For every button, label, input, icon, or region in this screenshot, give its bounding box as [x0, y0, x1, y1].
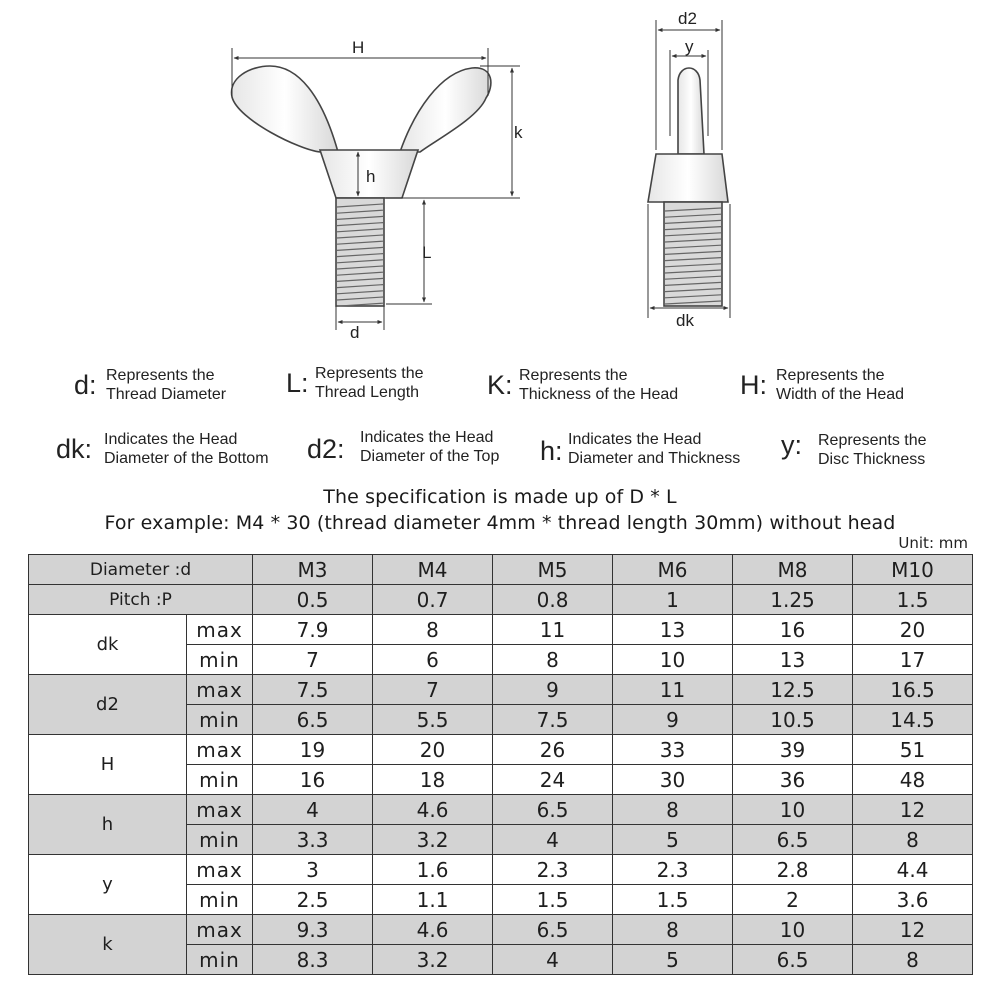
legend-desc-d2: Indicates the Head Diameter of the Top — [360, 429, 500, 465]
value-cell: 20 — [373, 735, 493, 765]
legend-desc-L: Represents the Thread Length — [315, 365, 424, 401]
size-cell: M5 — [493, 555, 613, 585]
size-cell: M4 — [373, 555, 493, 585]
value-cell: 1.1 — [373, 885, 493, 915]
min-label: min — [187, 885, 253, 915]
spec-line-1: The specification is made up of D * L — [323, 486, 677, 508]
value-cell: 4.6 — [373, 915, 493, 945]
param-row-max — [29, 735, 973, 765]
value-cell: 8 — [853, 945, 973, 975]
value-cell: 1.6 — [373, 855, 493, 885]
value-cell: 3.2 — [373, 945, 493, 975]
value-cell: 3.3 — [253, 825, 373, 855]
value-cell: 1.5 — [613, 885, 733, 915]
param-label: dk — [29, 615, 187, 675]
value-cell: 5.5 — [373, 705, 493, 735]
param-row-max — [29, 855, 973, 885]
pitch-row — [29, 585, 973, 615]
value-cell: 20 — [853, 615, 973, 645]
value-cell: 5 — [613, 945, 733, 975]
front-view — [232, 66, 491, 306]
param-label: d2 — [29, 675, 187, 735]
value-cell: 12 — [853, 795, 973, 825]
value-cell: 7.5 — [493, 705, 613, 735]
value-cell: 9.3 — [253, 915, 373, 945]
value-cell: 6.5 — [253, 705, 373, 735]
value-cell: 7 — [373, 675, 493, 705]
unit-label: Unit: mm — [898, 534, 968, 552]
label-H: H — [352, 38, 365, 57]
label-k: k — [514, 123, 523, 142]
min-label: min — [187, 765, 253, 795]
param-row-max — [29, 795, 973, 825]
max-label: max — [187, 795, 253, 825]
pitch-cell: 0.8 — [493, 585, 613, 615]
value-cell: 3.6 — [853, 885, 973, 915]
value-cell: 6.5 — [733, 945, 853, 975]
spec-line-2: For example: M4 * 30 (thread diameter 4mm * thread length 30mm) without head — [104, 512, 896, 534]
value-cell: 39 — [733, 735, 853, 765]
legend-desc-d: Represents the Thread Diameter — [106, 367, 227, 403]
value-cell: 14.5 — [853, 705, 973, 735]
legend-symbol-L: L: — [286, 368, 309, 398]
legend-symbol-h: h: — [540, 436, 563, 466]
diameter-row — [29, 555, 973, 585]
min-label: min — [187, 645, 253, 675]
param-label: y — [29, 855, 187, 915]
max-label: max — [187, 615, 253, 645]
value-cell: 3.2 — [373, 825, 493, 855]
max-label: max — [187, 675, 253, 705]
wing-nut-drawing — [0, 0, 1000, 345]
value-cell: 33 — [613, 735, 733, 765]
value-cell: 3 — [253, 855, 373, 885]
value-cell: 8 — [373, 615, 493, 645]
legend-symbol-dk: dk: — [56, 434, 93, 464]
value-cell: 24 — [493, 765, 613, 795]
min-label: min — [187, 945, 253, 975]
value-cell: 2 — [733, 885, 853, 915]
legend-desc-H: Represents the Width of the Head — [776, 367, 905, 403]
size-cell: M3 — [253, 555, 373, 585]
label-d2: d2 — [678, 9, 697, 28]
value-cell: 2.3 — [613, 855, 733, 885]
value-cell: 9 — [613, 705, 733, 735]
size-cell: M6 — [613, 555, 733, 585]
value-cell: 16 — [253, 765, 373, 795]
value-cell: 17 — [853, 645, 973, 675]
value-cell: 10 — [733, 915, 853, 945]
max-label: max — [187, 855, 253, 885]
param-label: h — [29, 795, 187, 855]
value-cell: 6.5 — [493, 915, 613, 945]
pitch-cell: 0.5 — [253, 585, 373, 615]
label-dk: dk — [676, 311, 694, 330]
legend-desc-y: Represents the Disc Thickness — [818, 432, 927, 468]
param-row-max — [29, 915, 973, 945]
value-cell: 7.5 — [253, 675, 373, 705]
min-label: min — [187, 825, 253, 855]
value-cell: 19 — [253, 735, 373, 765]
label-d: d — [350, 323, 360, 342]
value-cell: 6.5 — [493, 795, 613, 825]
value-cell: 11 — [613, 675, 733, 705]
legend-desc-h: Indicates the Head Diameter and Thickness — [568, 431, 741, 467]
value-cell: 1.5 — [493, 885, 613, 915]
value-cell: 4.4 — [853, 855, 973, 885]
value-cell: 2.5 — [253, 885, 373, 915]
param-row-max — [29, 615, 973, 645]
value-cell: 8.3 — [253, 945, 373, 975]
min-label: min — [187, 705, 253, 735]
value-cell: 30 — [613, 765, 733, 795]
value-cell: 16 — [733, 615, 853, 645]
value-cell: 4 — [493, 825, 613, 855]
value-cell: 8 — [613, 795, 733, 825]
value-cell: 48 — [853, 765, 973, 795]
param-label: k — [29, 915, 187, 975]
param-row-max — [29, 675, 973, 705]
value-cell: 18 — [373, 765, 493, 795]
param-label: H — [29, 735, 187, 795]
value-cell: 2.3 — [493, 855, 613, 885]
label-y: y — [685, 37, 694, 56]
legend-symbol-d2: d2: — [307, 434, 345, 464]
value-cell: 6 — [373, 645, 493, 675]
value-cell: 13 — [613, 615, 733, 645]
value-cell: 10.5 — [733, 705, 853, 735]
value-cell: 13 — [733, 645, 853, 675]
pitch-cell: 1.25 — [733, 585, 853, 615]
legend-symbol-d: d: — [74, 370, 97, 400]
value-cell: 8 — [493, 645, 613, 675]
pitch-cell: 1.5 — [853, 585, 973, 615]
legend-symbol-y: y: — [781, 430, 803, 460]
value-cell: 2.8 — [733, 855, 853, 885]
value-cell: 11 — [493, 615, 613, 645]
legend-desc-k: Represents the Thickness of the Head — [519, 367, 679, 403]
pitch-cell: 1 — [613, 585, 733, 615]
value-cell: 12.5 — [733, 675, 853, 705]
label-h: h — [366, 167, 376, 186]
value-cell: 4.6 — [373, 795, 493, 825]
value-cell: 4 — [493, 945, 613, 975]
legend-desc-dk: Indicates the Head Diameter of the Bottom — [104, 431, 269, 467]
value-cell: 51 — [853, 735, 973, 765]
value-cell: 36 — [733, 765, 853, 795]
legend-symbol-H: H: — [740, 370, 767, 400]
value-cell: 9 — [493, 675, 613, 705]
value-cell: 16.5 — [853, 675, 973, 705]
value-cell: 10 — [733, 795, 853, 825]
diameter-label: Diameter :d — [29, 555, 253, 585]
pitch-label: Pitch :P — [29, 585, 253, 615]
size-cell: M8 — [733, 555, 853, 585]
value-cell: 10 — [613, 645, 733, 675]
value-cell: 7 — [253, 645, 373, 675]
max-label: max — [187, 735, 253, 765]
value-cell: 6.5 — [733, 825, 853, 855]
pitch-cell: 0.7 — [373, 585, 493, 615]
label-L: L — [422, 243, 432, 262]
value-cell: 8 — [853, 825, 973, 855]
value-cell: 4 — [253, 795, 373, 825]
value-cell: 7.9 — [253, 615, 373, 645]
max-label: max — [187, 915, 253, 945]
value-cell: 26 — [493, 735, 613, 765]
value-cell: 12 — [853, 915, 973, 945]
value-cell: 8 — [613, 915, 733, 945]
size-cell: M10 — [853, 555, 973, 585]
spec-table — [28, 554, 973, 975]
value-cell: 5 — [613, 825, 733, 855]
legend-symbol-k: K: — [487, 370, 513, 400]
